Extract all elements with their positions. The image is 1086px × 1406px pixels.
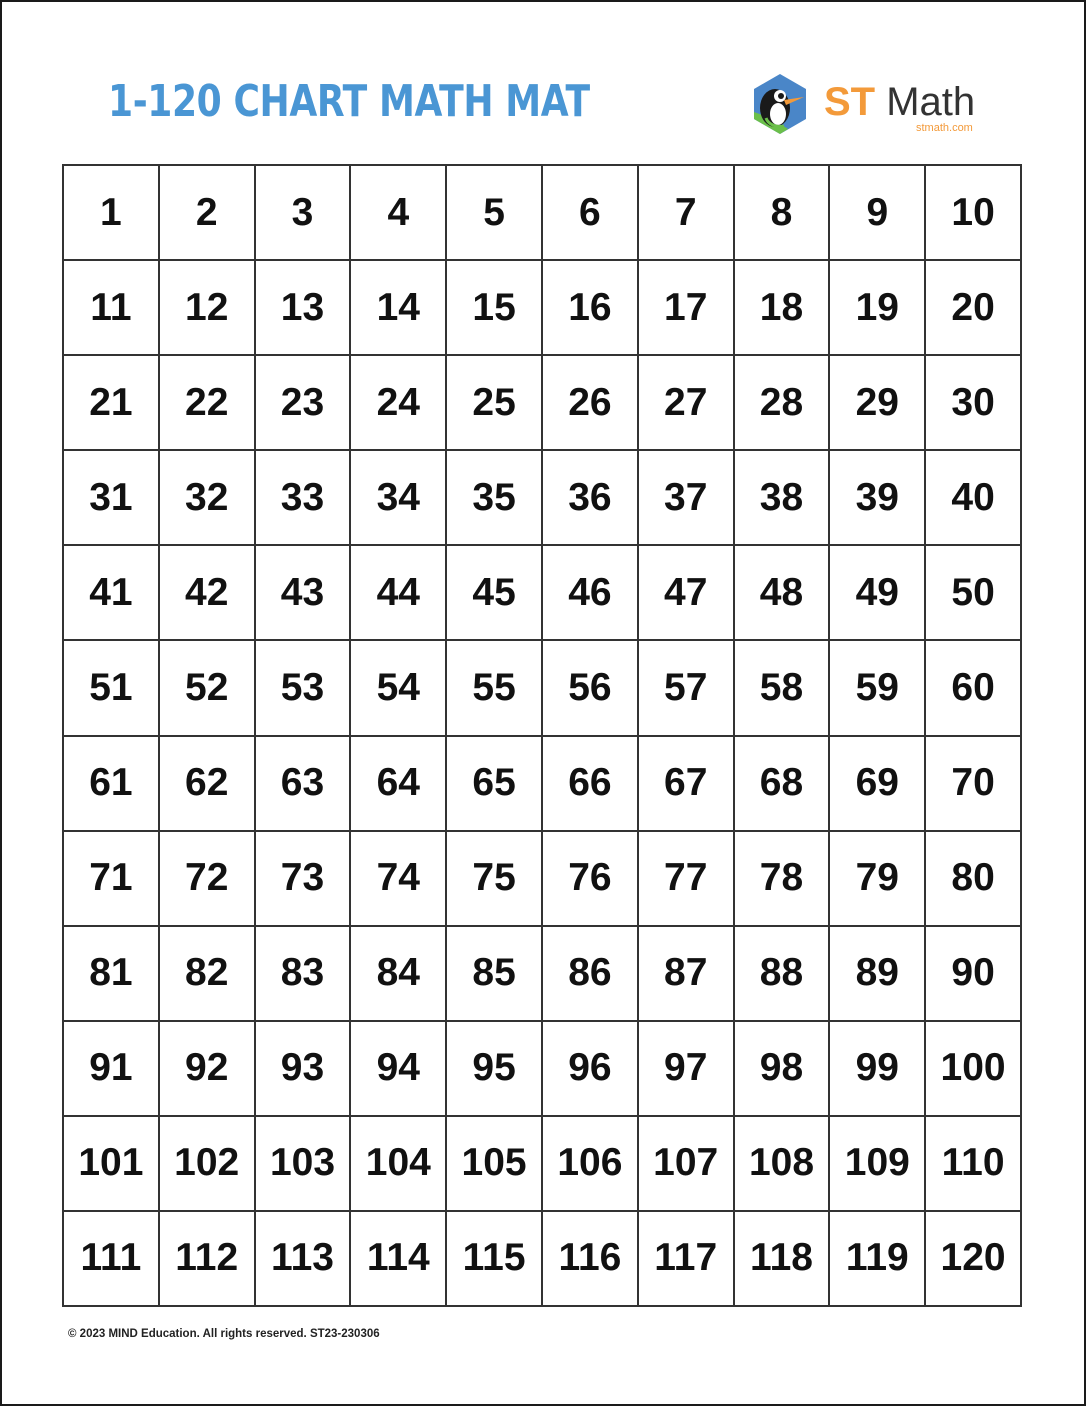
penguin-logo-icon: [748, 72, 812, 136]
number-cell: 46: [543, 546, 639, 641]
number-cell: 93: [256, 1022, 352, 1117]
number-cell: 39: [830, 451, 926, 546]
number-cell: 110: [926, 1117, 1022, 1212]
page-title: 1-120 CHART MATH MAT: [108, 76, 590, 127]
number-cell: 108: [735, 1117, 831, 1212]
number-cell: 96: [543, 1022, 639, 1117]
logo-math-text: Math: [875, 80, 976, 124]
number-cell: 104: [351, 1117, 447, 1212]
number-cell: 19: [830, 261, 926, 356]
number-cell: 99: [830, 1022, 926, 1117]
number-cell: 102: [160, 1117, 256, 1212]
number-cell: 36: [543, 451, 639, 546]
number-cell: 52: [160, 641, 256, 736]
number-cell: 57: [639, 641, 735, 736]
number-cell: 78: [735, 832, 831, 927]
number-cell: 117: [639, 1212, 735, 1307]
number-cell: 41: [64, 546, 160, 641]
number-cell: 12: [160, 261, 256, 356]
number-cell: 27: [639, 356, 735, 451]
number-cell: 34: [351, 451, 447, 546]
number-cell: 119: [830, 1212, 926, 1307]
number-cell: 59: [830, 641, 926, 736]
number-cell: 74: [351, 832, 447, 927]
number-cell: 14: [351, 261, 447, 356]
number-cell: 87: [639, 927, 735, 1022]
number-cell: 71: [64, 832, 160, 927]
copyright-footer: © 2023 MIND Education. All rights reserved. ST23-230306: [68, 1328, 380, 1340]
number-cell: 92: [160, 1022, 256, 1117]
number-cell: 118: [735, 1212, 831, 1307]
number-cell: 63: [256, 737, 352, 832]
number-cell: 73: [256, 832, 352, 927]
logo-wordmark: [824, 82, 975, 122]
number-cell: 24: [351, 356, 447, 451]
number-cell: 13: [256, 261, 352, 356]
number-cell: 116: [543, 1212, 639, 1307]
number-cell: 98: [735, 1022, 831, 1117]
number-cell: 66: [543, 737, 639, 832]
number-cell: 21: [64, 356, 160, 451]
number-cell: 97: [639, 1022, 735, 1117]
number-cell: 67: [639, 737, 735, 832]
number-cell: 62: [160, 737, 256, 832]
number-cell: 30: [926, 356, 1022, 451]
number-cell: 37: [639, 451, 735, 546]
number-cell: 105: [447, 1117, 543, 1212]
number-cell: 100: [926, 1022, 1022, 1117]
number-cell: 15: [447, 261, 543, 356]
number-cell: 6: [543, 166, 639, 261]
number-cell: 3: [256, 166, 352, 261]
number-cell: 75: [447, 832, 543, 927]
number-cell: 38: [735, 451, 831, 546]
number-cell: 31: [64, 451, 160, 546]
logo-url: stmath.com: [916, 122, 973, 134]
number-cell: 113: [256, 1212, 352, 1307]
number-cell: 114: [351, 1212, 447, 1307]
number-cell: 85: [447, 927, 543, 1022]
number-cell: 109: [830, 1117, 926, 1212]
number-cell: 94: [351, 1022, 447, 1117]
number-cell: 58: [735, 641, 831, 736]
number-cell: 11: [64, 261, 160, 356]
number-cell: 79: [830, 832, 926, 927]
number-cell: 26: [543, 356, 639, 451]
st-math-logo: [748, 72, 988, 138]
number-cell: 51: [64, 641, 160, 736]
number-cell: 76: [543, 832, 639, 927]
number-cell: 9: [830, 166, 926, 261]
number-cell: 2: [160, 166, 256, 261]
number-cell: 7: [639, 166, 735, 261]
number-cell: 115: [447, 1212, 543, 1307]
number-cell: 111: [64, 1212, 160, 1307]
number-cell: 55: [447, 641, 543, 736]
number-cell: 95: [447, 1022, 543, 1117]
number-cell: 81: [64, 927, 160, 1022]
number-chart-grid: [62, 164, 1022, 1307]
number-cell: 107: [639, 1117, 735, 1212]
number-cell: 84: [351, 927, 447, 1022]
number-cell: 42: [160, 546, 256, 641]
number-cell: 106: [543, 1117, 639, 1212]
number-cell: 70: [926, 737, 1022, 832]
number-cell: 61: [64, 737, 160, 832]
number-cell: 17: [639, 261, 735, 356]
number-cell: 44: [351, 546, 447, 641]
number-cell: 103: [256, 1117, 352, 1212]
number-cell: 18: [735, 261, 831, 356]
number-cell: 53: [256, 641, 352, 736]
number-cell: 4: [351, 166, 447, 261]
number-cell: 82: [160, 927, 256, 1022]
number-cell: 33: [256, 451, 352, 546]
number-cell: 5: [447, 166, 543, 261]
number-cell: 68: [735, 737, 831, 832]
number-cell: 48: [735, 546, 831, 641]
number-cell: 8: [735, 166, 831, 261]
number-cell: 86: [543, 927, 639, 1022]
number-cell: 49: [830, 546, 926, 641]
number-cell: 22: [160, 356, 256, 451]
number-cell: 83: [256, 927, 352, 1022]
number-cell: 80: [926, 832, 1022, 927]
number-cell: 10: [926, 166, 1022, 261]
number-cell: 91: [64, 1022, 160, 1117]
number-cell: 20: [926, 261, 1022, 356]
number-cell: 54: [351, 641, 447, 736]
number-cell: 56: [543, 641, 639, 736]
number-cell: 112: [160, 1212, 256, 1307]
number-cell: 28: [735, 356, 831, 451]
number-cell: 120: [926, 1212, 1022, 1307]
number-cell: 47: [639, 546, 735, 641]
number-cell: 89: [830, 927, 926, 1022]
logo-st-text: ST: [824, 80, 876, 124]
number-cell: 40: [926, 451, 1022, 546]
number-cell: 69: [830, 737, 926, 832]
number-cell: 77: [639, 832, 735, 927]
number-cell: 43: [256, 546, 352, 641]
number-cell: 23: [256, 356, 352, 451]
number-cell: 35: [447, 451, 543, 546]
number-cell: 45: [447, 546, 543, 641]
number-cell: 16: [543, 261, 639, 356]
number-cell: 60: [926, 641, 1022, 736]
number-cell: 1: [64, 166, 160, 261]
number-cell: 101: [64, 1117, 160, 1212]
number-cell: 32: [160, 451, 256, 546]
number-cell: 65: [447, 737, 543, 832]
number-cell: 29: [830, 356, 926, 451]
number-cell: 64: [351, 737, 447, 832]
number-cell: 88: [735, 927, 831, 1022]
number-cell: 90: [926, 927, 1022, 1022]
number-cell: 50: [926, 546, 1022, 641]
number-cell: 72: [160, 832, 256, 927]
number-cell: 25: [447, 356, 543, 451]
